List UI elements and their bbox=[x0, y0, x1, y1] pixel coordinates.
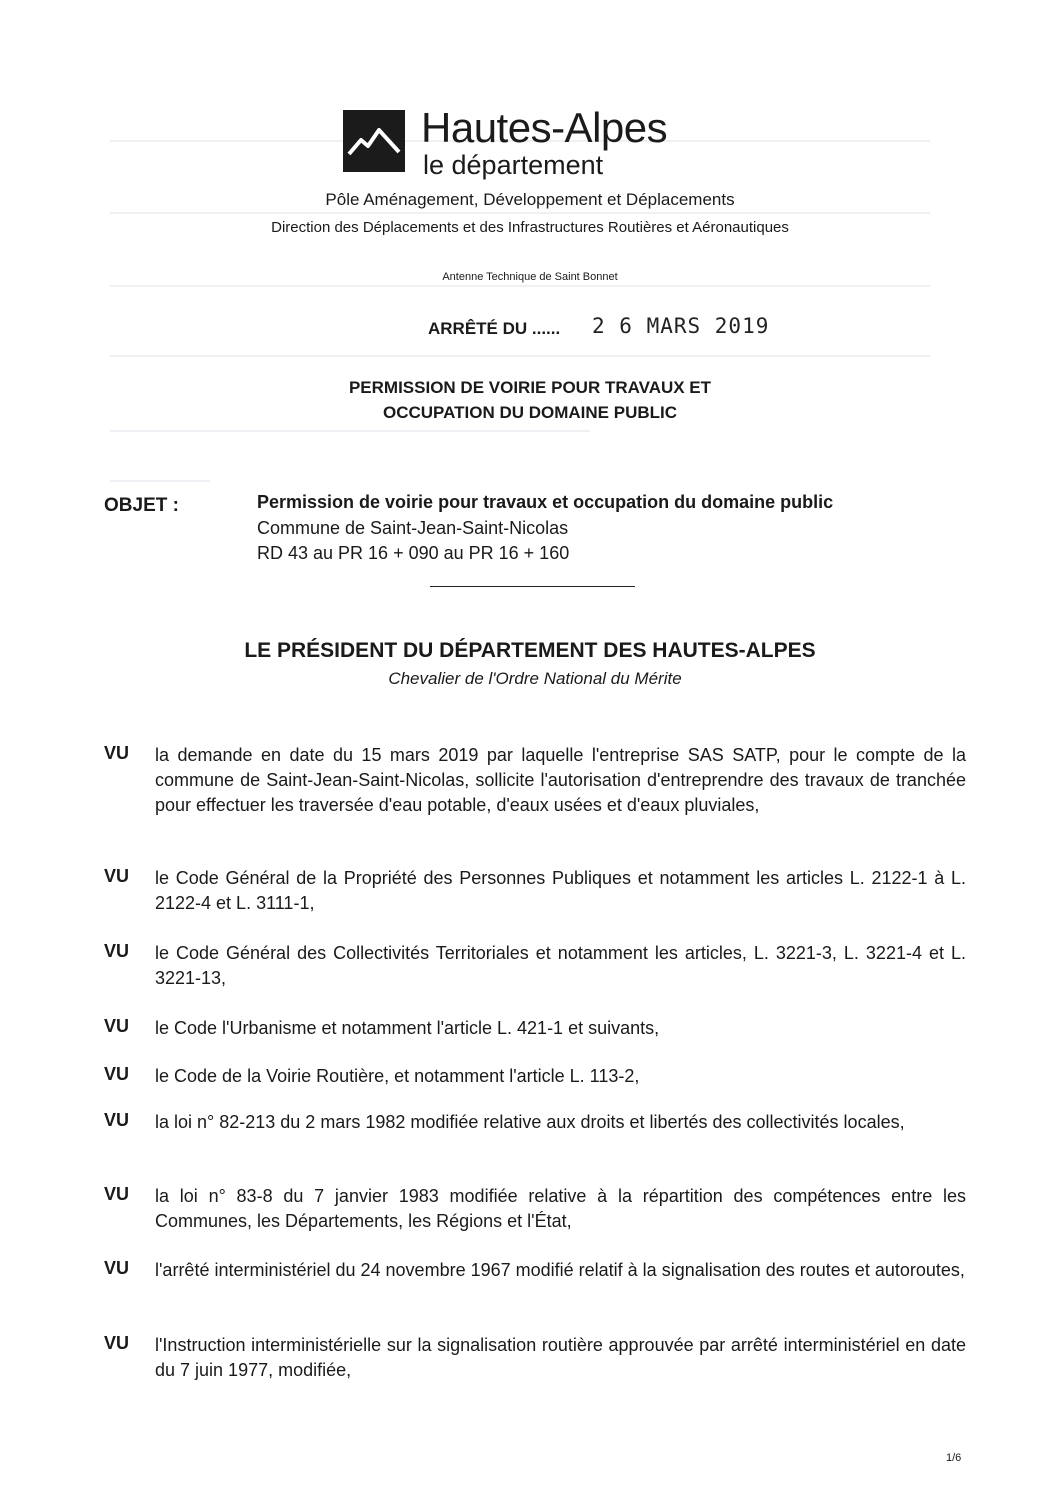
vu-text: la demande en date du 15 mars 2019 par laquelle l'entreprise SAS SATP, pour le compte de la commune de Saint-Jean-Saint-Nicolas, sollicite l'autorisation d'entreprendre des travaux de tranchée pour effectuer les traversée d'eau potable, d'eaux usées et d'eaux pluviales, bbox=[155, 745, 966, 815]
vu-text: le Code de la Voirie Routière, et notamment l'article L. 113-2, bbox=[155, 1066, 640, 1086]
pole-heading: Pôle Aménagement, Développement et Déplacements bbox=[325, 190, 735, 209]
objet-label: OBJET : bbox=[104, 495, 179, 516]
objet-subject: Permission de voirie pour travaux et occupation du domaine public bbox=[257, 492, 834, 512]
vu-label: VU bbox=[104, 1184, 130, 1204]
show-through-mark bbox=[110, 285, 930, 287]
antenne-label: Antenne Technique de Saint Bonnet bbox=[442, 271, 618, 283]
vu-label: VU bbox=[104, 1333, 130, 1353]
president-title: LE PRÉSIDENT DU DÉPARTEMENT DES HAUTES-ALPES bbox=[244, 639, 816, 662]
show-through-mark bbox=[110, 355, 930, 357]
mountain-logo-icon bbox=[343, 110, 405, 172]
vu-label: VU bbox=[104, 1258, 130, 1278]
vu-label: VU bbox=[104, 1064, 130, 1084]
page-number: 1/6 bbox=[946, 1452, 962, 1464]
arrete-label: ARRÊTÉ DU ...... bbox=[428, 319, 561, 338]
objet-location: RD 43 au PR 16 + 090 au PR 16 + 160 bbox=[257, 543, 570, 563]
vu-text: l'arrêté interministériel du 24 novembre 1967 modifié relatif à la signalisation des routes et autoroutes, bbox=[155, 1260, 965, 1280]
vu-label: VU bbox=[104, 866, 130, 886]
vu-text: la loi n° 83-8 du 7 janvier 1983 modifiée relative à la répartition des compétences entre les Communes, les Départements, les Régions et l'État, bbox=[155, 1186, 966, 1231]
vu-text: la loi n° 82-213 du 2 mars 1982 modifiée relative aux droits et libertés des collectivités locales, bbox=[155, 1112, 905, 1132]
vu-text: le Code Général des Collectivités Territoriales et notamment les articles, L. 3221-3, L. 3221-4 et L. 3221-13, bbox=[155, 943, 966, 988]
vu-label: VU bbox=[104, 743, 130, 763]
date-stamp: 2 6 MARS 2019 bbox=[592, 314, 770, 338]
divider bbox=[430, 586, 635, 587]
document-title-line-1: PERMISSION DE VOIRIE POUR TRAVAUX ET bbox=[348, 378, 712, 397]
direction-heading: Direction des Déplacements et des Infrastructures Routières et Aéronautiques bbox=[271, 219, 789, 236]
logo-subtitle: le département bbox=[423, 150, 604, 180]
logo-title: Hautes-Alpes bbox=[421, 104, 668, 151]
show-through-mark bbox=[110, 480, 210, 482]
objet-commune: Commune de Saint-Jean-Saint-Nicolas bbox=[257, 518, 569, 538]
document-title-line-2: OCCUPATION DU DOMAINE PUBLIC bbox=[382, 403, 678, 422]
department-logo bbox=[343, 104, 723, 184]
show-through-mark bbox=[110, 212, 930, 214]
vu-text: l'Instruction interministérielle sur la signalisation routière approuvée par arrêté interministériel en date du 7 juin 1977, modifiée, bbox=[155, 1335, 966, 1380]
president-subtitle: Chevalier de l'Ordre National du Mérite bbox=[388, 669, 682, 688]
show-through-mark bbox=[110, 430, 590, 432]
vu-text: le Code Général de la Propriété des Personnes Publiques et notamment les articles L. 2122-1 à L. 2122-4 et L. 3111-1, bbox=[155, 868, 966, 913]
vu-label: VU bbox=[104, 941, 130, 961]
vu-label: VU bbox=[104, 1016, 130, 1036]
vu-text: le Code l'Urbanisme et notamment l'article L. 421-1 et suivants, bbox=[155, 1018, 660, 1038]
vu-label: VU bbox=[104, 1110, 130, 1130]
